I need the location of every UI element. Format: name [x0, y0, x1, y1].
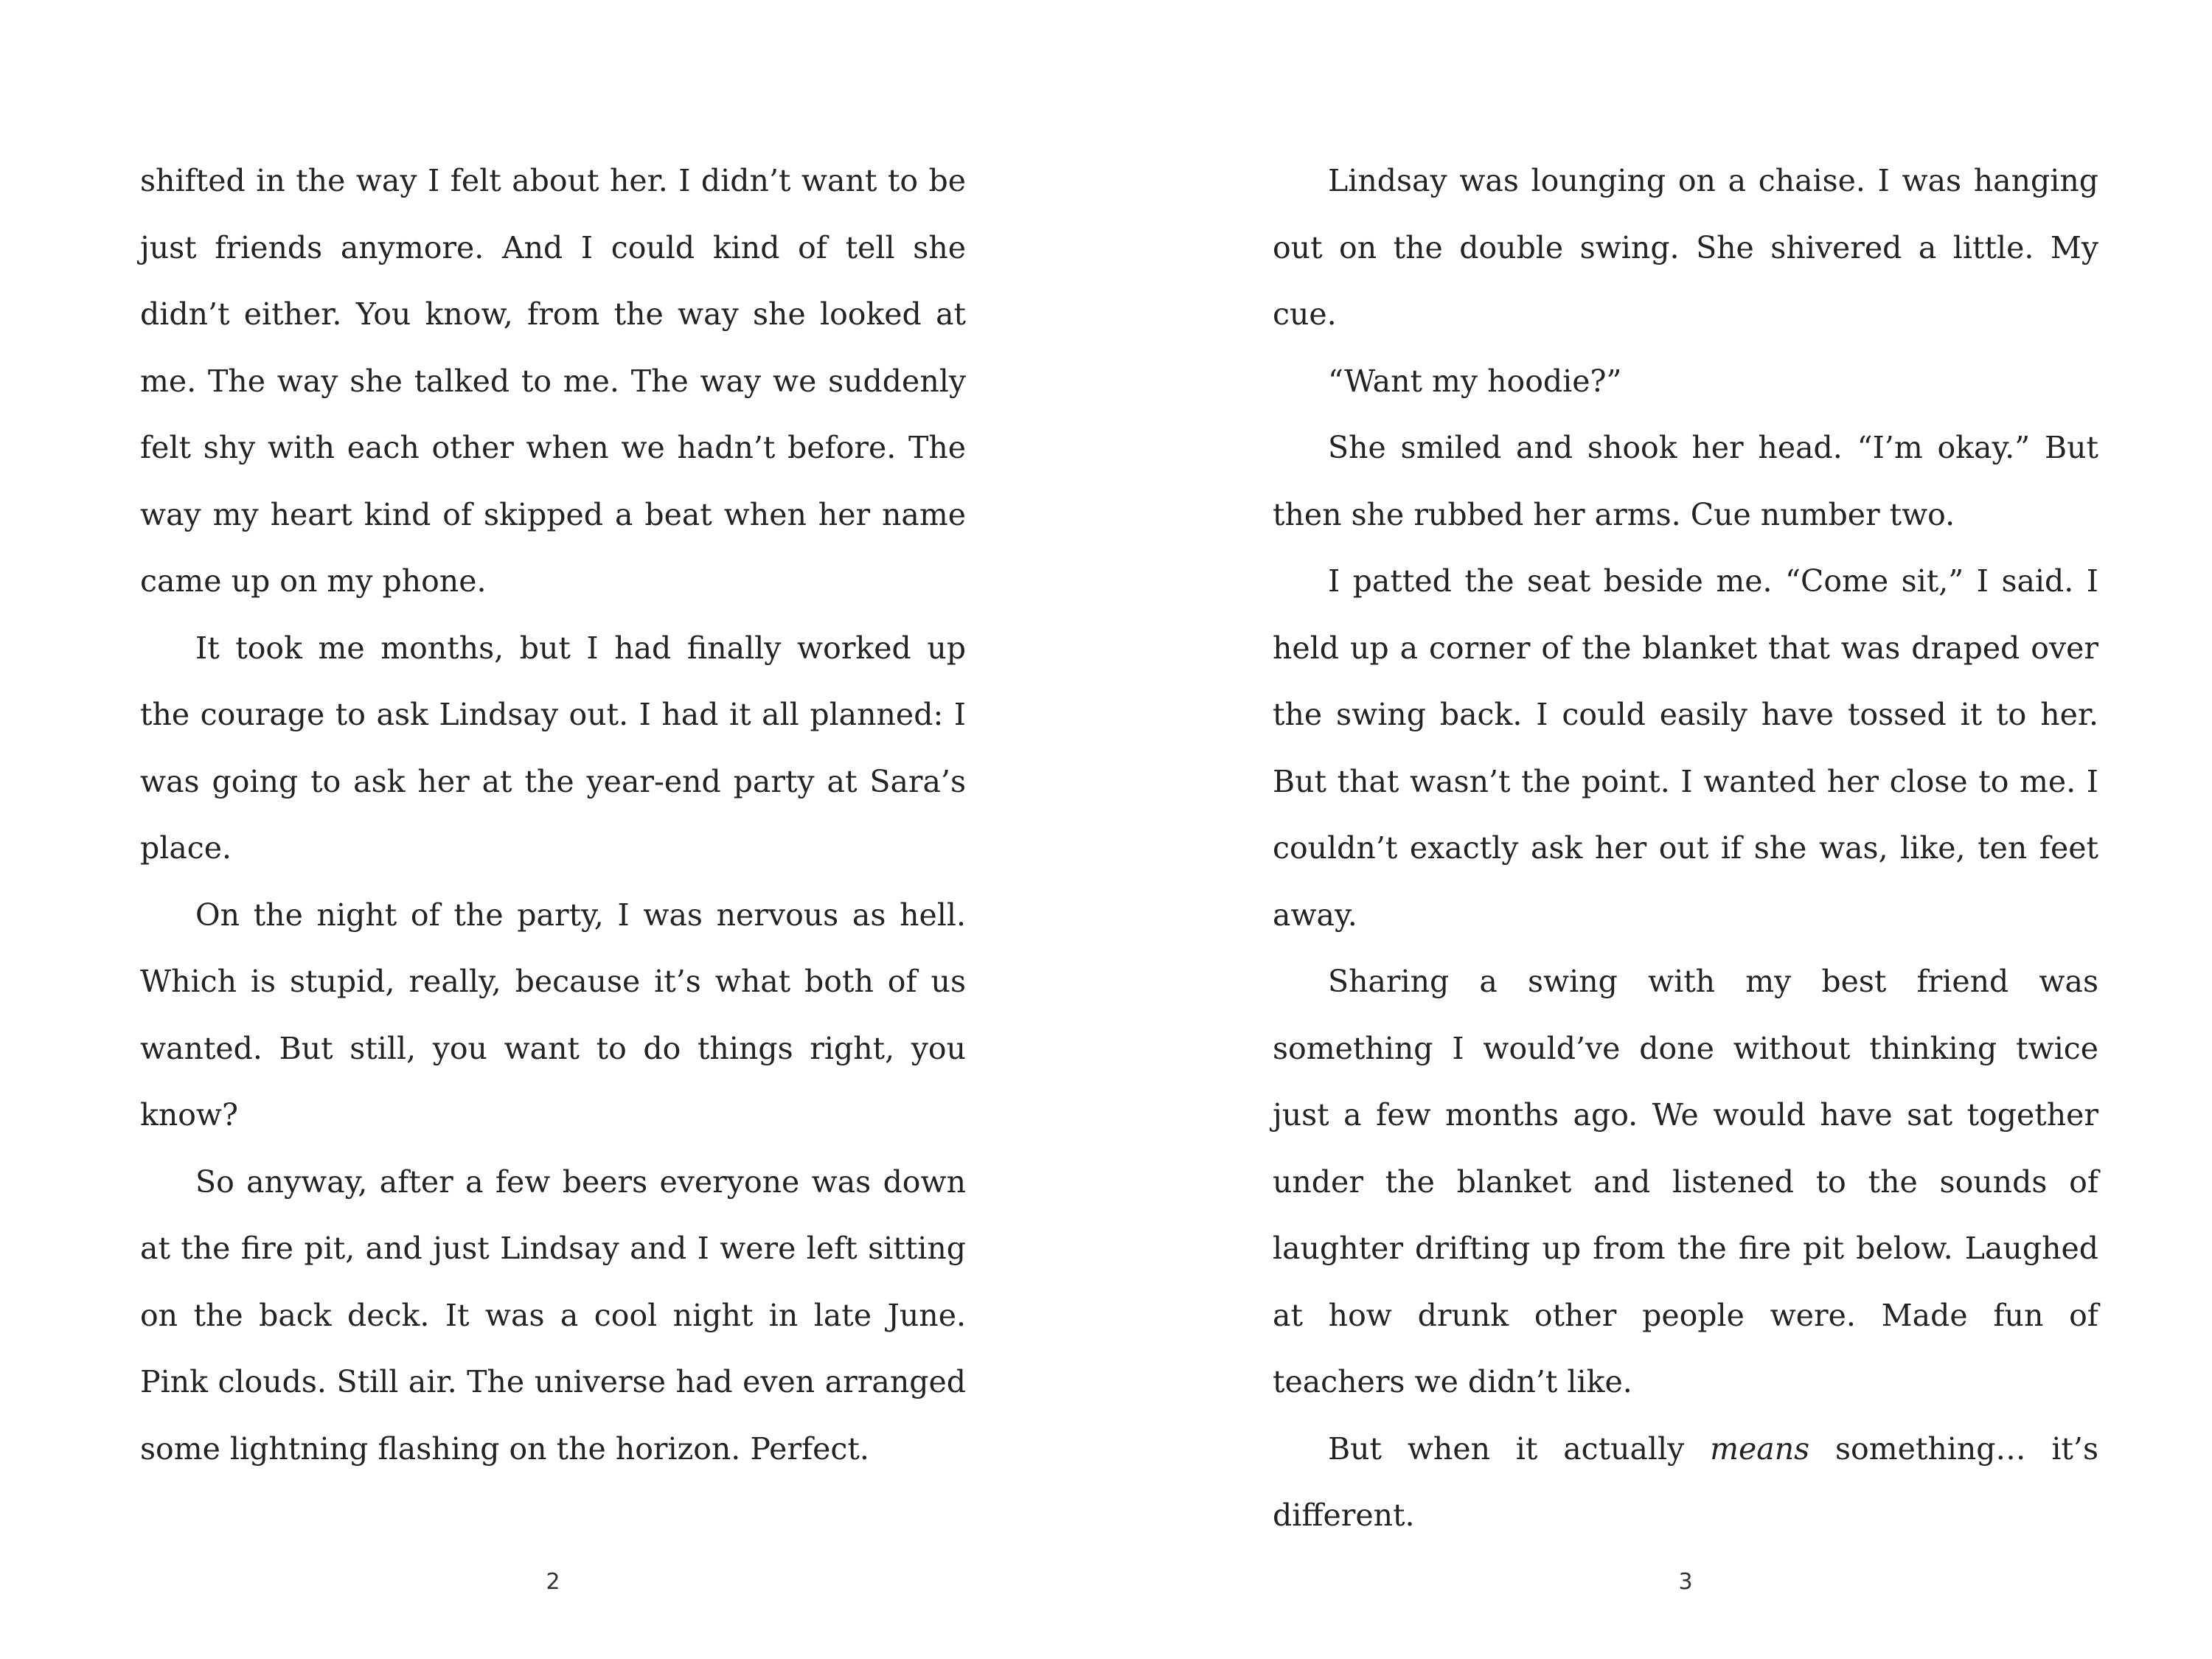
paragraph: She smiled and shook her head. “I’m okay.” But then she rubbed her arms. Cue number two.: [1273, 430, 2098, 532]
page-number: 2: [546, 1569, 560, 1595]
text-run: But when it actually: [1328, 1430, 1711, 1467]
paragraph: Lindsay was lounging on a chaise. I was hanging out on the double swing. She shivered a little. My cue.: [1273, 163, 2098, 332]
right-page: [1106, 0, 2212, 1659]
paragraph: So anyway, after a few beers everyone was down at the fire pit, and just Lindsay and I were left sitting on the back deck. It was a cool night in late June. Pink clouds. Still air. The universe had even arranged some lightning flashing on the horizon. Perfect.: [140, 1164, 966, 1467]
right-page-text: [1273, 147, 2098, 1549]
text-run: something… it’s different.: [1273, 1430, 2098, 1533]
paragraph: Sharing a swing with my best friend was something I would’ve done without thinking twice just a few months ago. We would have sat together under the blanket and listened to the sounds of laughter drifting up from the fire pit below. Laughed at how drunk other people were. Made fun of teachers we didn’t like.: [1273, 964, 2098, 1399]
emphasized-word: means: [1710, 1430, 1810, 1467]
paragraph: It took me months, but I had finally worked up the courage to ask Lindsay out. I had it all planned: I was going to ask her at the year-end party at Sara’s place.: [140, 630, 966, 866]
paragraph: I patted the seat beside me. “Come sit,” I said. I held up a corner of the blanket that was draped over the swing back. I could easily have tossed it to her. But that wasn’t the point. I wanted her close to me. I couldn’t exactly ask her out if she was, like, ten feet away.: [1273, 563, 2098, 933]
paragraph: shifted in the way I felt about her. I didn’t want to be just friends anymore. And I could kind of tell she didn’t either. You know, from the way she looked at me. The way she talked to me. The way we suddenly felt shy with each other when we hadn’t before. The way my heart kind of skipped a beat when her name came up on my phone.: [140, 163, 966, 599]
left-page-text: [140, 147, 966, 1482]
page-number: 3: [1678, 1569, 1693, 1595]
paragraph: “Want my hoodie?”: [1328, 363, 1622, 399]
paragraph-final: [1273, 1416, 2098, 1549]
paragraph: On the night of the party, I was nervous as hell. Which is stupid, really, because it’s what both of us wanted. But still, you want to do things right, you know?: [140, 897, 966, 1133]
